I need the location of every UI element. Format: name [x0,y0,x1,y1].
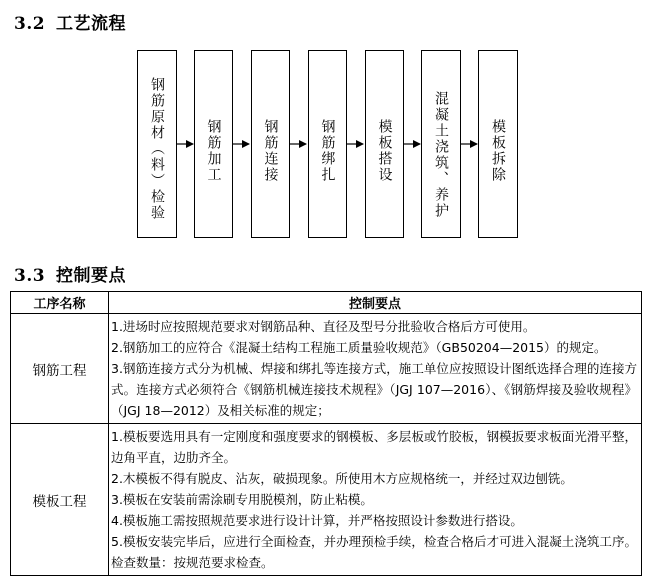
flow-step-label: 模板搭设 [376,119,393,183]
section-heading-3-3 [14,261,126,286]
flow-step-1 [137,50,177,238]
flow-step-3 [251,50,290,238]
flow-step-label: 钢筋加工 [205,119,222,183]
flow-step-label: 钢筋连接 [262,119,279,183]
section-title: 控制要点 [56,266,126,286]
process-flow-diagram [0,0,652,260]
header-process-name: 工序名称 [11,292,109,314]
row-name: 钢筋工程 [11,314,109,424]
flow-step-4 [308,50,347,238]
control-item: 1.进场时应按照规范要求对钢筋品种、直径及型号分批验收合格后方可使用。 [111,319,536,334]
control-item: 5.模板安装完毕后，应进行全面检查，并办理预检手续，检查合格后才可进入混凝土浇筑工序。检查数量：按规范要求检查。 [111,534,637,570]
table-row-formwork [11,424,642,576]
header-control-points: 控制要点 [109,292,642,314]
control-item: 2.木模板不得有脱皮、沾灰，破损现象。所使用木方应规格统一，并经过双边刨铣。 [111,471,573,486]
control-item: 2.钢筋加工的应符合《混凝土结构工程施工质量验收规范》（GB50204—2015）的规定。 [111,340,607,355]
flow-step-label: 模板拆除 [490,119,506,183]
table-header-row [11,292,642,314]
flow-step-6 [421,50,461,238]
flow-step-7 [478,50,518,238]
flow-step-2 [194,50,233,238]
row-items [109,314,642,424]
control-item: 3.钢筋连接方式分为机械、焊接和绑扎等连接方式，施工单位应按照设计图纸选择合理的连接方式。连接方式必须符合《钢筋机械连接技术规程》（JGJ 107—2016）、《钢筋焊接及验收规程》（JGJ 18—2012）及相关标准的规定； [111,361,637,418]
flow-step-label: 混凝土浇筑、养护 [433,91,449,219]
control-item: 1.模板要选用具有一定刚度和强度要求的钢模板、多层板或竹胶板，钢模扳要求板面光滑平整，边角平直，边肋齐全。 [111,429,637,465]
table-row-rebar [11,314,642,424]
flow-step-label: 钢筋原材（料）检验 [149,77,165,221]
section-number: 3.2 [14,14,46,34]
control-item: 4.模板施工需按照规范要求进行设计计算，并严格按照设计参数进行搭设。 [111,513,523,528]
row-items [109,424,642,576]
section-title: 工艺流程 [56,14,126,34]
control-item: 3.模板在安装前需涂刷专用脱模剂，防止粘模。 [111,492,373,507]
row-name: 模板工程 [11,424,109,576]
flow-step-5 [365,50,404,238]
flow-step-label: 钢筋绑扎 [319,119,336,183]
control-points-table [10,291,642,576]
section-number: 3.3 [14,266,46,286]
